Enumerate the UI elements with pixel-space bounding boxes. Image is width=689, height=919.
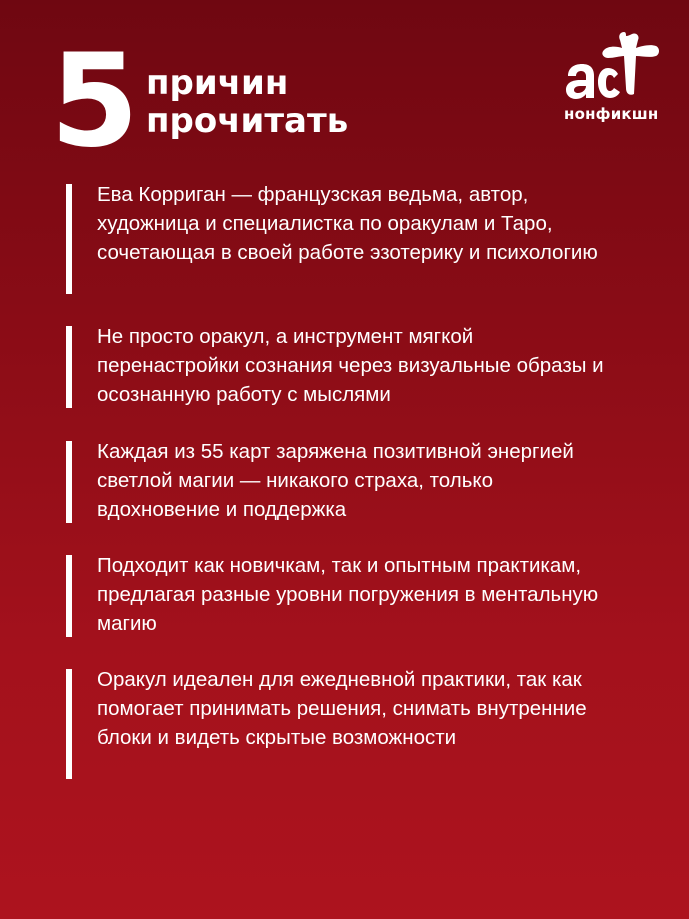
header — [0, 0, 689, 176]
title-line-1: причин — [146, 63, 289, 103]
reason-text: Подходит как новичкам, так и опытным практикам, предлагая разные уровни погружения в ментальную магию — [97, 554, 599, 635]
publisher-logo — [560, 28, 670, 128]
reason-text: Каждая из 55 карт заряжена позитивной энергией светлой магии — никакого страха, только вдохновение и поддержка — [97, 440, 574, 521]
reason-bar — [66, 184, 72, 294]
reason-text: Ева Корриган — французская ведьма, автор, художница и специалистка по оракулам и Таро, сочетающая в своей работе эзотерику и психологию — [97, 183, 598, 264]
logo-text: нонфикшн — [564, 105, 659, 123]
big-number: 5 — [50, 27, 138, 176]
page-title — [146, 64, 348, 140]
reason-bar — [66, 669, 72, 779]
reason-bar — [66, 555, 72, 637]
reason-text: Оракул идеален для ежедневной практики, так как помогает принимать решения, снимать внутренние блоки и видеть скрытые возможности — [97, 668, 587, 749]
reason-bar — [66, 441, 72, 523]
reason-text: Не просто оракул, а инструмент мягкой перенастройки сознания через визуальные образы и осознанную работу с мыслями — [97, 325, 604, 406]
title-line-2: прочитать — [146, 101, 349, 141]
logo-mark-icon — [560, 28, 670, 108]
reason-bar — [66, 326, 72, 408]
